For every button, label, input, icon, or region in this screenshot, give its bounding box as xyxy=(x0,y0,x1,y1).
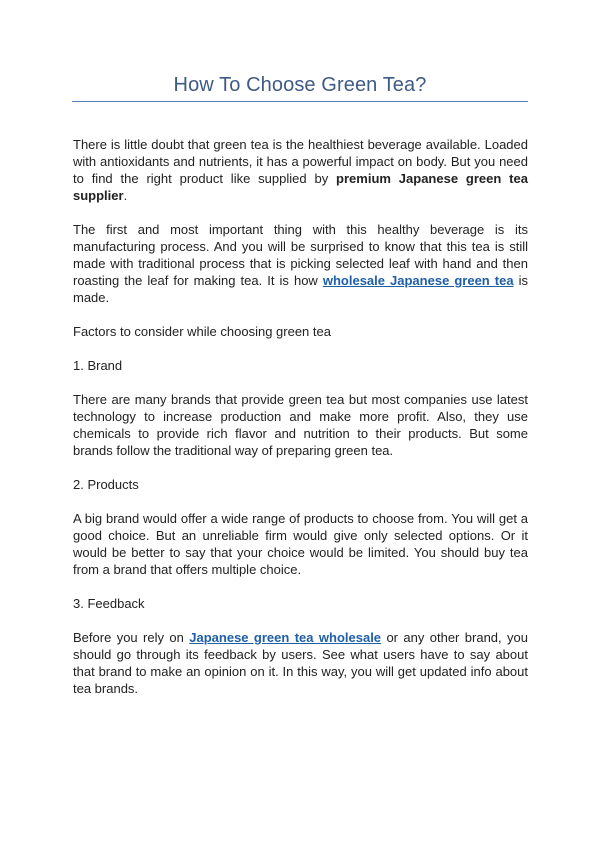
process-text: The first and most important thing with this healthy beverage is its manufacturing process. And you will be surprised to know that this tea is still made with traditional process that is picking selected leaf with hand and then roasting the leaf for making tea. It is how xyxy=(73,222,528,288)
feedback-paragraph xyxy=(73,629,528,697)
supplier-bold-text: premium Japanese green tea supplier xyxy=(73,171,528,203)
intro-paragraph xyxy=(73,136,528,204)
intro-text-end: . xyxy=(123,188,128,203)
feedback-text-end: or any other brand, you should go through its feedback by users. See what users have to say about that brand to make an opinion on it. In this way, you will get updated info about tea brands. xyxy=(73,630,528,696)
process-paragraph xyxy=(73,221,528,306)
products-paragraph: A big brand would offer a wide range of products to choose from. You will get a good choice. But an unreliable firm would give only selected options. Or it would be better to say that your choice would be limited. You should buy tea from a brand that offers multiple choice. xyxy=(73,511,528,577)
feedback-text: Before you rely on xyxy=(73,630,190,645)
feedback-heading: 3. Feedback xyxy=(73,596,145,611)
intro-text: There is little doubt that green tea is the healthiest beverage available. Loaded with antioxidants and nutrients, it has a powerful impact on body. But you need to find the right product like supplied by xyxy=(73,137,528,186)
page-title: How To Choose Green Tea? xyxy=(173,74,427,96)
wholesale-japanese-green-tea-link[interactable]: wholesale Japanese green tea xyxy=(322,273,514,288)
factors-heading: Factors to consider while choosing green tea xyxy=(73,324,331,339)
brand-heading: 1. Brand xyxy=(73,358,123,373)
title-underline xyxy=(72,101,528,102)
japanese-green-tea-wholesale-link[interactable]: Japanese green tea wholesale xyxy=(189,630,382,645)
products-heading: 2. Products xyxy=(73,477,139,492)
article-body xyxy=(73,136,528,714)
process-text-end: is made. xyxy=(73,273,529,305)
brand-paragraph: There are many brands that provide green tea but most companies use latest technology to increase production and make more profit. Also, they use chemicals to provide rich flavor and nutrition to their products. But some brands follow the traditional way of preparing green tea. xyxy=(73,392,528,458)
